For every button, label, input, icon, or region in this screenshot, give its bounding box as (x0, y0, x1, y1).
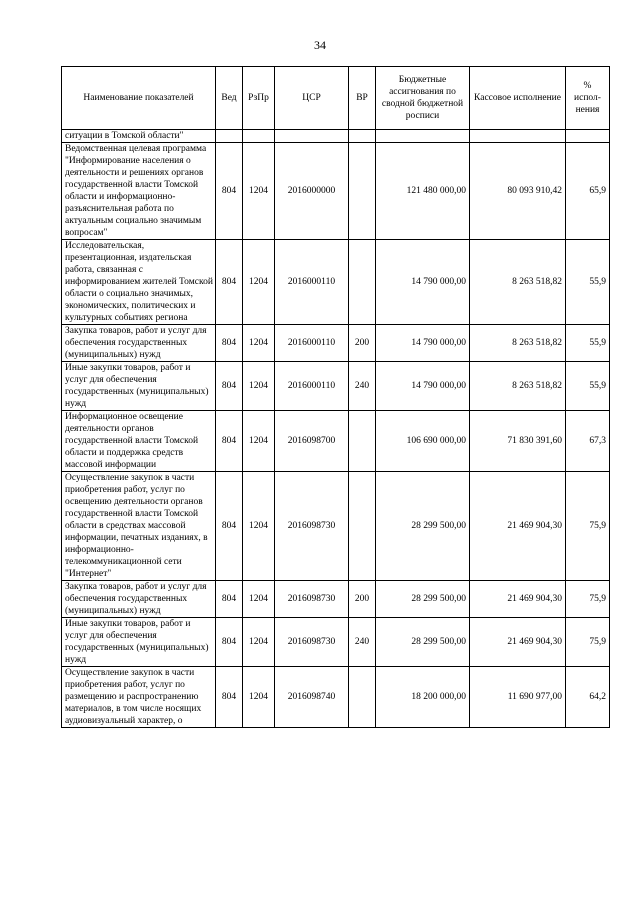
cell-csr: 2016098730 (275, 472, 349, 581)
cell-csr: 2016000110 (275, 362, 349, 411)
cell-csr: 2016098730 (275, 581, 349, 618)
table-row (62, 581, 610, 618)
cell-budget: 28 299 500,00 (376, 472, 470, 581)
cell-rzpr: 1204 (243, 581, 275, 618)
cell-budget: 106 690 000,00 (376, 411, 470, 472)
cell-vr: 240 (349, 362, 376, 411)
cell-budget: 14 790 000,00 (376, 240, 470, 325)
cell-percent: 55,9 (566, 325, 610, 362)
cell-csr (275, 130, 349, 143)
cell-ved (216, 130, 243, 143)
cell-percent: 75,9 (566, 618, 610, 667)
cell-cash: 80 093 910,42 (470, 143, 566, 240)
cell-cash: 71 830 391,60 (470, 411, 566, 472)
cell-name: Закупка товаров, работ и услуг для обеспечения государственных (муниципальных) нужд (62, 581, 216, 618)
cell-budget: 121 480 000,00 (376, 143, 470, 240)
cell-rzpr: 1204 (243, 240, 275, 325)
header-cash: Кассовое исполнение (470, 67, 566, 130)
cell-percent: 64,2 (566, 667, 610, 728)
cell-name: ситуации в Томской области" (62, 130, 216, 143)
cell-csr: 2016000000 (275, 143, 349, 240)
cell-ved: 804 (216, 325, 243, 362)
cell-ved: 804 (216, 362, 243, 411)
table-row-continuation (62, 130, 610, 143)
cell-budget: 14 790 000,00 (376, 325, 470, 362)
table-header-row (62, 67, 610, 130)
cell-percent: 65,9 (566, 143, 610, 240)
cell-cash: 8 263 518,82 (470, 362, 566, 411)
cell-percent: 67,3 (566, 411, 610, 472)
cell-name: Осуществление закупок в части приобретения работ, услуг по размещению и распространению материалов, в том числе носящих аудиовизуальный характер, о (62, 667, 216, 728)
cell-percent: 55,9 (566, 240, 610, 325)
cell-name: Ведомственная целевая программа "Информирование населения о деятельности и решениях органов государственной власти Томской области и информационно-разъяснительная работа по актуальным социально значимым вопросам" (62, 143, 216, 240)
cell-cash: 11 690 977,00 (470, 667, 566, 728)
cell-rzpr: 1204 (243, 667, 275, 728)
cell-vr: 240 (349, 618, 376, 667)
cell-rzpr: 1204 (243, 618, 275, 667)
cell-rzpr: 1204 (243, 143, 275, 240)
cell-ved: 804 (216, 240, 243, 325)
cell-csr: 2016000110 (275, 240, 349, 325)
header-csr: ЦСР (275, 67, 349, 130)
cell-budget: 28 299 500,00 (376, 618, 470, 667)
cell-percent (566, 130, 610, 143)
cell-ved: 804 (216, 618, 243, 667)
table-row (62, 143, 610, 240)
header-budget: Бюджетные ассигнования по сводной бюджетной росписи (376, 67, 470, 130)
cell-budget: 14 790 000,00 (376, 362, 470, 411)
cell-name: Иные закупки товаров, работ и услуг для обеспечения государственных (муниципальных) нужд (62, 362, 216, 411)
table-row (62, 240, 610, 325)
header-ved: Вед (216, 67, 243, 130)
cell-ved: 804 (216, 581, 243, 618)
cell-percent: 55,9 (566, 362, 610, 411)
cell-name: Осуществление закупок в части приобретения работ, услуг по освещению деятельности органов государственной власти Томской области в средствах массовой информации, печатных изданиях, в информационно-телекоммуникационной сети "Интернет" (62, 472, 216, 581)
cell-vr (349, 411, 376, 472)
budget-execution-table (61, 66, 610, 728)
cell-ved: 804 (216, 143, 243, 240)
cell-cash: 21 469 904,30 (470, 581, 566, 618)
cell-percent: 75,9 (566, 581, 610, 618)
cell-csr: 2016098730 (275, 618, 349, 667)
cell-csr: 2016098740 (275, 667, 349, 728)
cell-name: Закупка товаров, работ и услуг для обеспечения государственных (муниципальных) нужд (62, 325, 216, 362)
page-number: 34 (314, 38, 326, 52)
cell-csr: 2016098700 (275, 411, 349, 472)
header-percent: % испол-нения (566, 67, 610, 130)
cell-vr (349, 130, 376, 143)
cell-cash: 21 469 904,30 (470, 618, 566, 667)
cell-rzpr (243, 130, 275, 143)
cell-vr (349, 240, 376, 325)
table-row (62, 618, 610, 667)
cell-rzpr: 1204 (243, 325, 275, 362)
cell-rzpr: 1204 (243, 411, 275, 472)
cell-cash (470, 130, 566, 143)
cell-budget: 18 200 000,00 (376, 667, 470, 728)
cell-vr: 200 (349, 581, 376, 618)
cell-ved: 804 (216, 472, 243, 581)
cell-cash: 21 469 904,30 (470, 472, 566, 581)
cell-budget: 28 299 500,00 (376, 581, 470, 618)
cell-name: Иные закупки товаров, работ и услуг для обеспечения государственных (муниципальных) нужд (62, 618, 216, 667)
cell-ved: 804 (216, 667, 243, 728)
cell-ved: 804 (216, 411, 243, 472)
cell-cash: 8 263 518,82 (470, 240, 566, 325)
cell-vr: 200 (349, 325, 376, 362)
cell-vr (349, 143, 376, 240)
cell-name: Исследовательская, презентационная, издательская работа, связанная с информированием жителей Томской области о социально значимых, экономических, политических и культурных событиях региона (62, 240, 216, 325)
cell-budget (376, 130, 470, 143)
header-rzpr: РзПр (243, 67, 275, 130)
header-name: Наименование показателей (62, 67, 216, 130)
header-vr: ВР (349, 67, 376, 130)
table-row (62, 362, 610, 411)
cell-rzpr: 1204 (243, 472, 275, 581)
cell-rzpr: 1204 (243, 362, 275, 411)
cell-name: Информационное освещение деятельности органов государственной власти Томской области и поддержка средств массовой информации (62, 411, 216, 472)
table-row (62, 667, 610, 728)
table-row (62, 472, 610, 581)
cell-vr (349, 667, 376, 728)
table-row (62, 411, 610, 472)
cell-vr (349, 472, 376, 581)
cell-csr: 2016000110 (275, 325, 349, 362)
cell-percent: 75,9 (566, 472, 610, 581)
table-row (62, 325, 610, 362)
cell-cash: 8 263 518,82 (470, 325, 566, 362)
